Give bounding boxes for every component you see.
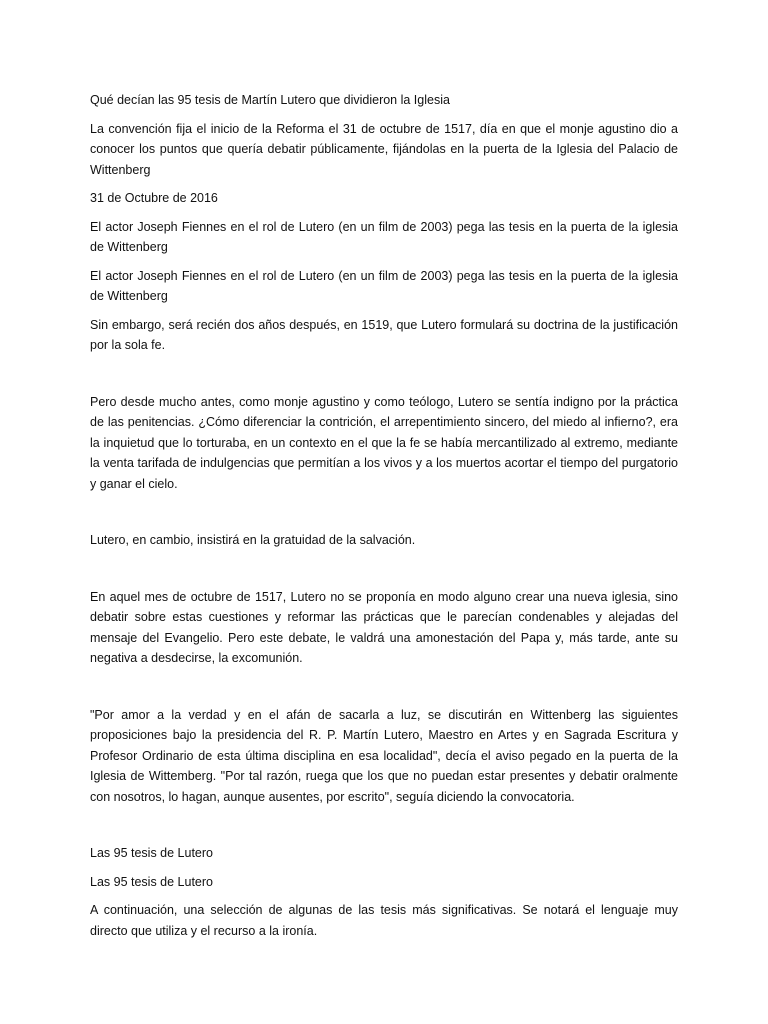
article-title: Qué decían las 95 tesis de Martín Lutero que dividieron la Iglesia (90, 93, 450, 107)
image-caption: El actor Joseph Fiennes en el rol de Lutero (en un film de 2003) pega las tesis en la puerta de la iglesia de Wittenberg (90, 268, 678, 303)
image-caption: El actor Joseph Fiennes en el rol de Lutero (en un film de 2003) pega las tesis en la puerta de la iglesia de Wittenberg (90, 219, 678, 254)
intro-paragraph: La convención fija el inicio de la Reforma el 31 de octubre de 1517, día en que el monje agustino dio a conocer los puntos que quería debatir públicamente, fijándolas en la puerta de la Iglesia del Palacio de Wittenberg (90, 121, 678, 177)
body-paragraph: En aquel mes de octubre de 1517, Lutero no se proponía en modo alguno crear una nueva iglesia, sino debatir sobre estas cuestiones y reformar las prácticas que le parecían condenables y alejadas del mensaje del Evangelio. Pero este debate, le valdrá una amonestación del Papa y, más tarde, ante su negativa a desdecirse, la excomunión. (90, 589, 678, 665)
body-paragraph: Pero desde mucho antes, como monje agustino y como teólogo, Lutero se sentía indigno por la práctica de las penitencias. ¿Cómo diferenciar la contrición, el arrepentimiento sincero, del miedo al infierno?, era la inquietud que lo torturaba, en un contexto en el que la fe se había mercantilizado al extremo, mediante la venta tarifada de indulgencias que permitían a los vivos y a los muertos acortar el tiempo del purgatorio y ganar el cielo. (90, 394, 678, 491)
body-paragraph: Lutero, en cambio, insistirá en la gratuidad de la salvación. (90, 533, 416, 547)
document-body (90, 90, 678, 941)
body-paragraph: A continuación, una selección de algunas de las tesis más significativas. Se notará el lenguaje muy directo que utiliza y el recurso a la ironía. (90, 903, 678, 938)
article-date: 31 de Octubre de 2016 (90, 191, 218, 205)
section-heading: Las 95 tesis de Lutero (90, 874, 213, 889)
section-heading: Las 95 tesis de Lutero (90, 846, 213, 860)
body-paragraph: Sin embargo, será recién dos años después, en 1519, que Lutero formulará su doctrina de la justificación por la sola fe. (90, 317, 678, 352)
quote-paragraph: "Por amor a la verdad y en el afán de sacarla a luz, se discutirán en Wittenberg las siguientes proposiciones bajo la presidencia del R. P. Martín Lutero, Maestro en Artes y en Sagrada Escritura y Profesor Ordinario de esta última disciplina en esa localidad", decía el aviso pegado en la puerta de la Iglesia de Wittemberg. "Por tal razón, ruega que los que no puedan estar presentes y debatir oralmente con nosotros, lo hagan, aunque ausentes, por escrito", seguía diciendo la convocatoria. (90, 707, 678, 804)
